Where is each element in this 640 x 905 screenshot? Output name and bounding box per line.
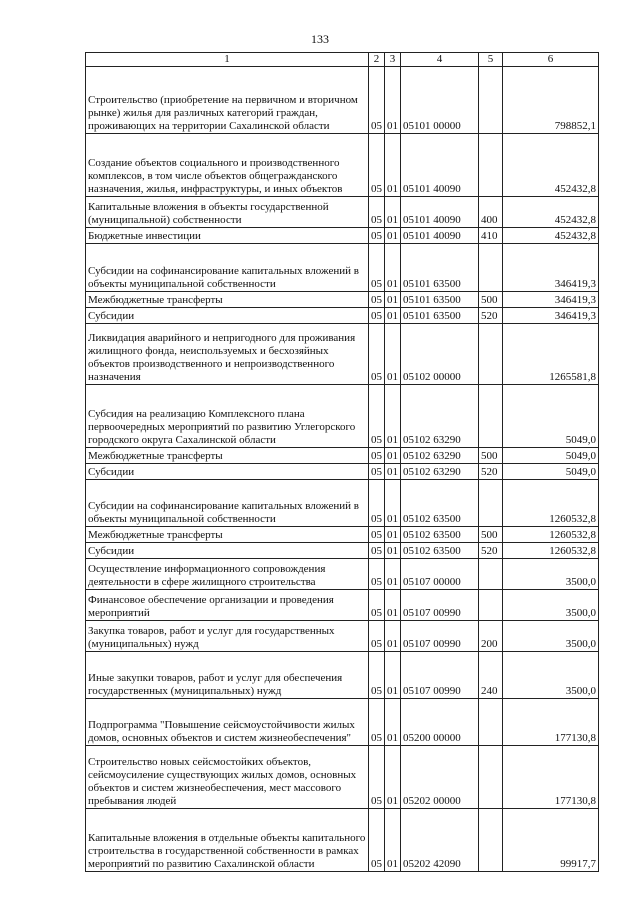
expense-type-code [479, 480, 503, 527]
page-number: 133 [311, 32, 329, 46]
target-article-code: 05102 00000 [401, 324, 479, 385]
row-name: Капитальные вложения в объекты государственной (муниципальной) собственности [86, 197, 369, 228]
table-row [86, 308, 599, 324]
section-code: 05 [369, 324, 385, 385]
target-article-code: 05107 00000 [401, 559, 479, 590]
target-article-code: 05101 63500 [401, 292, 479, 308]
amount: 798852,1 [503, 67, 599, 134]
table-row [86, 464, 599, 480]
section-code: 05 [369, 385, 385, 448]
expense-type-code: 200 [479, 621, 503, 652]
amount: 452432,8 [503, 134, 599, 197]
expense-type-code [479, 699, 503, 746]
amount: 1265581,8 [503, 324, 599, 385]
row-name: Иные закупки товаров, работ и услуг для обеспечения государственных (муниципальных) нужд [86, 652, 369, 699]
subsection-code: 01 [385, 559, 401, 590]
table-row [86, 197, 599, 228]
table-row [86, 324, 599, 385]
row-name: Субсидии [86, 464, 369, 480]
section-code: 05 [369, 292, 385, 308]
target-article-code: 05101 40090 [401, 134, 479, 197]
amount: 5049,0 [503, 385, 599, 448]
subsection-code: 01 [385, 385, 401, 448]
target-article-code: 05102 63290 [401, 385, 479, 448]
section-code: 05 [369, 652, 385, 699]
section-code: 05 [369, 308, 385, 324]
section-code: 05 [369, 543, 385, 559]
expense-type-code: 400 [479, 197, 503, 228]
expense-type-code: 410 [479, 228, 503, 244]
row-name: Субсидии на софинансирование капитальных вложений в объекты муниципальной собственности [86, 244, 369, 292]
amount: 3500,0 [503, 652, 599, 699]
target-article-code: 05107 00990 [401, 621, 479, 652]
table-row [86, 244, 599, 292]
section-code: 05 [369, 197, 385, 228]
target-article-code: 05102 63290 [401, 464, 479, 480]
row-name: Финансовое обеспечение организации и проведения мероприятий [86, 590, 369, 621]
row-name: Субсидия на реализацию Комплексного плана первоочередных мероприятий по развитию Углегорского городского округа Сахалинской области [86, 385, 369, 448]
subsection-code: 01 [385, 543, 401, 559]
row-name: Межбюджетные трансферты [86, 527, 369, 543]
subsection-code: 01 [385, 699, 401, 746]
target-article-code: 05102 63290 [401, 448, 479, 464]
amount: 346419,3 [503, 292, 599, 308]
row-name: Субсидии [86, 543, 369, 559]
amount: 346419,3 [503, 308, 599, 324]
section-code: 05 [369, 746, 385, 809]
table-row [86, 809, 599, 872]
amount: 452432,8 [503, 228, 599, 244]
amount: 99917,7 [503, 809, 599, 872]
table-row [86, 543, 599, 559]
section-code: 05 [369, 590, 385, 621]
section-code: 05 [369, 699, 385, 746]
subsection-code: 01 [385, 292, 401, 308]
row-name: Бюджетные инвестиции [86, 228, 369, 244]
section-code: 05 [369, 244, 385, 292]
expense-type-code [479, 324, 503, 385]
section-code: 05 [369, 67, 385, 134]
row-name: Строительство (приобретение на первичном и вторичном рынке) жилья для различных категорий граждан, проживающих на территории Сахалинской области [86, 67, 369, 134]
target-article-code: 05202 00000 [401, 746, 479, 809]
table-row [86, 480, 599, 527]
amount: 3500,0 [503, 559, 599, 590]
subsection-code: 01 [385, 244, 401, 292]
budget-table [85, 52, 599, 872]
amount: 177130,8 [503, 699, 599, 746]
row-name: Субсидии на софинансирование капитальных вложений в объекты муниципальной собственности [86, 480, 369, 527]
target-article-code: 05107 00990 [401, 652, 479, 699]
expense-type-code: 520 [479, 543, 503, 559]
column-header: 1 [86, 53, 369, 67]
expense-type-code: 500 [479, 527, 503, 543]
section-code: 05 [369, 527, 385, 543]
target-article-code: 05102 63500 [401, 543, 479, 559]
expense-type-code [479, 67, 503, 134]
target-article-code: 05107 00990 [401, 590, 479, 621]
section-code: 05 [369, 559, 385, 590]
subsection-code: 01 [385, 809, 401, 872]
section-code: 05 [369, 228, 385, 244]
table-row [86, 527, 599, 543]
table-row [86, 67, 599, 134]
table-row [86, 590, 599, 621]
target-article-code: 05101 40090 [401, 197, 479, 228]
column-header: 4 [401, 53, 479, 67]
expense-type-code: 520 [479, 464, 503, 480]
amount: 5049,0 [503, 464, 599, 480]
expense-type-code [479, 134, 503, 197]
amount: 1260532,8 [503, 527, 599, 543]
row-name: Межбюджетные трансферты [86, 292, 369, 308]
subsection-code: 01 [385, 464, 401, 480]
row-name: Создание объектов социального и производственного комплексов, в том числе объектов общегражданского назначения, жилья, инфраструктуры, и иных объектов [86, 134, 369, 197]
table-row [86, 621, 599, 652]
row-name: Субсидии [86, 308, 369, 324]
subsection-code: 01 [385, 590, 401, 621]
expense-type-code [479, 244, 503, 292]
subsection-code: 01 [385, 527, 401, 543]
target-article-code: 05202 42090 [401, 809, 479, 872]
subsection-code: 01 [385, 652, 401, 699]
expense-type-code [479, 559, 503, 590]
subsection-code: 01 [385, 228, 401, 244]
column-header: 5 [479, 53, 503, 67]
target-article-code: 05200 00000 [401, 699, 479, 746]
subsection-code: 01 [385, 746, 401, 809]
subsection-code: 01 [385, 134, 401, 197]
row-name: Осуществление информационного сопровождения деятельности в сфере жилищного строительства [86, 559, 369, 590]
row-name: Строительство новых сейсмостойких объектов, сейсмоусиление существующих жилых домов, основных объектов и систем жизнеобеспечения, мест массового пребывания людей [86, 746, 369, 809]
amount: 3500,0 [503, 590, 599, 621]
subsection-code: 01 [385, 197, 401, 228]
target-article-code: 05102 63500 [401, 480, 479, 527]
section-code: 05 [369, 448, 385, 464]
table-row [86, 652, 599, 699]
expense-type-code [479, 809, 503, 872]
subsection-code: 01 [385, 67, 401, 134]
amount: 452432,8 [503, 197, 599, 228]
table-row [86, 448, 599, 464]
table-row [86, 228, 599, 244]
column-header: 6 [503, 53, 599, 67]
row-name: Закупка товаров, работ и услуг для государственных (муниципальных) нужд [86, 621, 369, 652]
row-name: Ликвидация аварийного и непригодного для проживания жилищного фонда, неиспользуемых и бесхозяйных объектов производственного и непроизводственного назначения [86, 324, 369, 385]
row-name: Подпрограмма "Повышение сейсмоустойчивости жилых домов, основных объектов и систем жизнеобеспечения" [86, 699, 369, 746]
target-article-code: 05101 63500 [401, 244, 479, 292]
expense-type-code: 500 [479, 292, 503, 308]
target-article-code: 05101 00000 [401, 67, 479, 134]
row-name: Межбюджетные трансферты [86, 448, 369, 464]
expense-type-code: 240 [479, 652, 503, 699]
section-code: 05 [369, 134, 385, 197]
column-header: 2 [369, 53, 385, 67]
subsection-code: 01 [385, 324, 401, 385]
subsection-code: 01 [385, 448, 401, 464]
section-code: 05 [369, 621, 385, 652]
amount: 3500,0 [503, 621, 599, 652]
section-code: 05 [369, 809, 385, 872]
subsection-code: 01 [385, 308, 401, 324]
amount: 1260532,8 [503, 543, 599, 559]
table-row [86, 134, 599, 197]
table-row [86, 746, 599, 809]
amount: 346419,3 [503, 244, 599, 292]
table-row [86, 292, 599, 308]
table-row [86, 699, 599, 746]
target-article-code: 05102 63500 [401, 527, 479, 543]
amount: 5049,0 [503, 448, 599, 464]
row-name: Капитальные вложения в отдельные объекты капитального строительства в государственной собственности в рамках мероприятий по развитию Сахалинской области [86, 809, 369, 872]
amount: 1260532,8 [503, 480, 599, 527]
expense-type-code [479, 385, 503, 448]
subsection-code: 01 [385, 621, 401, 652]
section-code: 05 [369, 480, 385, 527]
target-article-code: 05101 40090 [401, 228, 479, 244]
table-row [86, 385, 599, 448]
expense-type-code: 520 [479, 308, 503, 324]
expense-type-code [479, 590, 503, 621]
target-article-code: 05101 63500 [401, 308, 479, 324]
column-header: 3 [385, 53, 401, 67]
amount: 177130,8 [503, 746, 599, 809]
expense-type-code [479, 746, 503, 809]
column-number-row [86, 53, 599, 67]
expense-type-code: 500 [479, 448, 503, 464]
table-row [86, 559, 599, 590]
subsection-code: 01 [385, 480, 401, 527]
section-code: 05 [369, 464, 385, 480]
